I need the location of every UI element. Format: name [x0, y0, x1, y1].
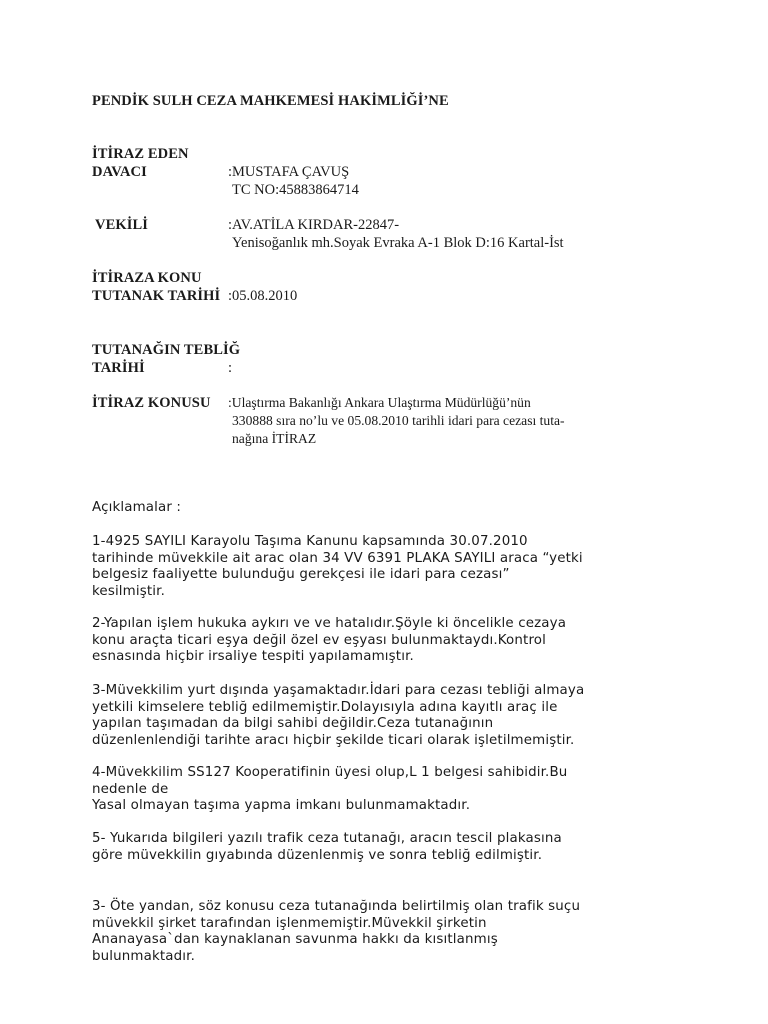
paragraph-line: düzenlenlendiği tarihte aracı hiçbir şekilde ticari olarak işletilmemiştir. — [92, 732, 575, 748]
itiraz-eden-label: İTİRAZ EDEN — [92, 146, 189, 162]
paragraph-line: Yasal olmayan taşıma yapma imkanı bulunmamaktadır. — [92, 798, 471, 813]
paragraph-line: esnasında hiçbir irsaliye tespiti yapılamamıştır. — [92, 649, 414, 664]
paragraph-line: 2-Yapılan işlem hukuka aykırı ve ve hatalıdır.Şöyle ki öncelikle cezaya — [92, 616, 567, 631]
davaci-name: :MUSTAFA ÇAVUŞ — [228, 164, 350, 180]
document-title: PENDİK SULH CEZA MAHKEMESİ HAKİMLİĞİ’NE — [92, 93, 449, 109]
teblig-tarihi-label: TARİHİ — [92, 360, 145, 376]
paragraph-line: yetkili kimselere tebliğ edilmemiştir.Dolayısıyla adına kayıtlı araç ile — [92, 699, 558, 715]
paragraph-line: 1-4925 SAYILI Karayolu Taşıma Kanunu kapsamında 30.07.2010 — [92, 534, 528, 549]
paragraph-line: kesilmiştir. — [92, 583, 165, 599]
itiraz-konusu-value-line2: 330888 sıra no’lu ve 05.08.2010 tarihli idari para cezası tuta- — [232, 413, 565, 428]
itiraz-konusu-label: İTİRAZ KONUSU — [92, 395, 211, 411]
paragraph-line: 3- Öte yandan, söz konusu ceza tutanağında belirtilmiş olan trafik suçu — [92, 899, 581, 914]
vekili-name: :AV.ATİLA KIRDAR-22847- — [228, 217, 400, 233]
paragraph-line: konu araçta ticari eşya değil özel ev eşyası bulunmaktaydı.Kontrol — [92, 632, 547, 648]
itiraza-konu-label: İTİRAZA KONU — [92, 270, 202, 286]
itiraz-konusu-value-line3: nağına İTİRAZ — [232, 431, 317, 446]
paragraph-line: göre müvekkilin gıyabında düzenlenmiş ve sonra tebliğ edilmiştir. — [92, 847, 543, 863]
paragraph-4 — [92, 765, 692, 815]
paragraph-6 — [92, 899, 692, 965]
tutanak-tarihi-value: :05.08.2010 — [228, 288, 298, 304]
itiraz-konusu-value-line1: :Ulaştırma Bakanlığı Ankara Ulaştırma Müdürlüğü’nün — [228, 395, 531, 410]
teblig-label: TUTANAĞIN TEBLİĞ — [92, 342, 241, 358]
paragraph-line: tarihinde müvekkile ait arac olan 34 VV 6391 PLAKA SAYILI araca “yetki — [92, 550, 583, 566]
davaci-label: DAVACI — [92, 164, 147, 180]
paragraph-line: bulunmaktadır. — [92, 948, 195, 964]
paragraph-line: 4-Müvekkilim SS127 Kooperatifinin üyesi olup,L 1 belgesi sahibidir.Bu — [92, 765, 568, 780]
vekili-address: Yenisoğanlık mh.Soyak Evraka A-1 Blok D:16 Kartal-İst — [232, 235, 564, 251]
paragraph-2 — [92, 616, 692, 666]
paragraph-3 — [92, 683, 692, 749]
davaci-tc-no: TC NO:45883864714 — [232, 182, 359, 198]
tutanak-tarihi-label: TUTANAK TARİHİ — [92, 288, 221, 304]
paragraph-line: 3-Müvekkilim yurt dışında yaşamaktadır.İdari para cezası tebliği almaya — [92, 683, 585, 698]
paragraph-line: 5- Yukarıda bilgileri yazılı trafik ceza tutanağı, aracın tescil plakasına — [92, 831, 562, 846]
paragraph-line: belgesiz faaliyette bulunduğu gerekçesi ile idari para cezası” — [92, 567, 510, 582]
paragraph-line: yapılan taşımadan da bilgi sahibi değildir.Ceza tutanağının — [92, 716, 494, 731]
paragraph-line: müvekkil şirket tarafından işlenmemiştir.Müvekkil şirketin — [92, 915, 487, 931]
aciklamalar-heading: Açıklamalar : — [92, 500, 182, 515]
paragraph-5 — [92, 831, 692, 864]
paragraph-1 — [92, 534, 692, 600]
paragraph-line: nedenle de — [92, 781, 169, 797]
paragraph-line: Ananayasa`dan kaynaklanan savunma hakkı da kısıtlanmış — [92, 932, 498, 947]
vekili-label: VEKİLİ — [95, 217, 148, 233]
teblig-tarihi-value: : — [228, 360, 233, 376]
